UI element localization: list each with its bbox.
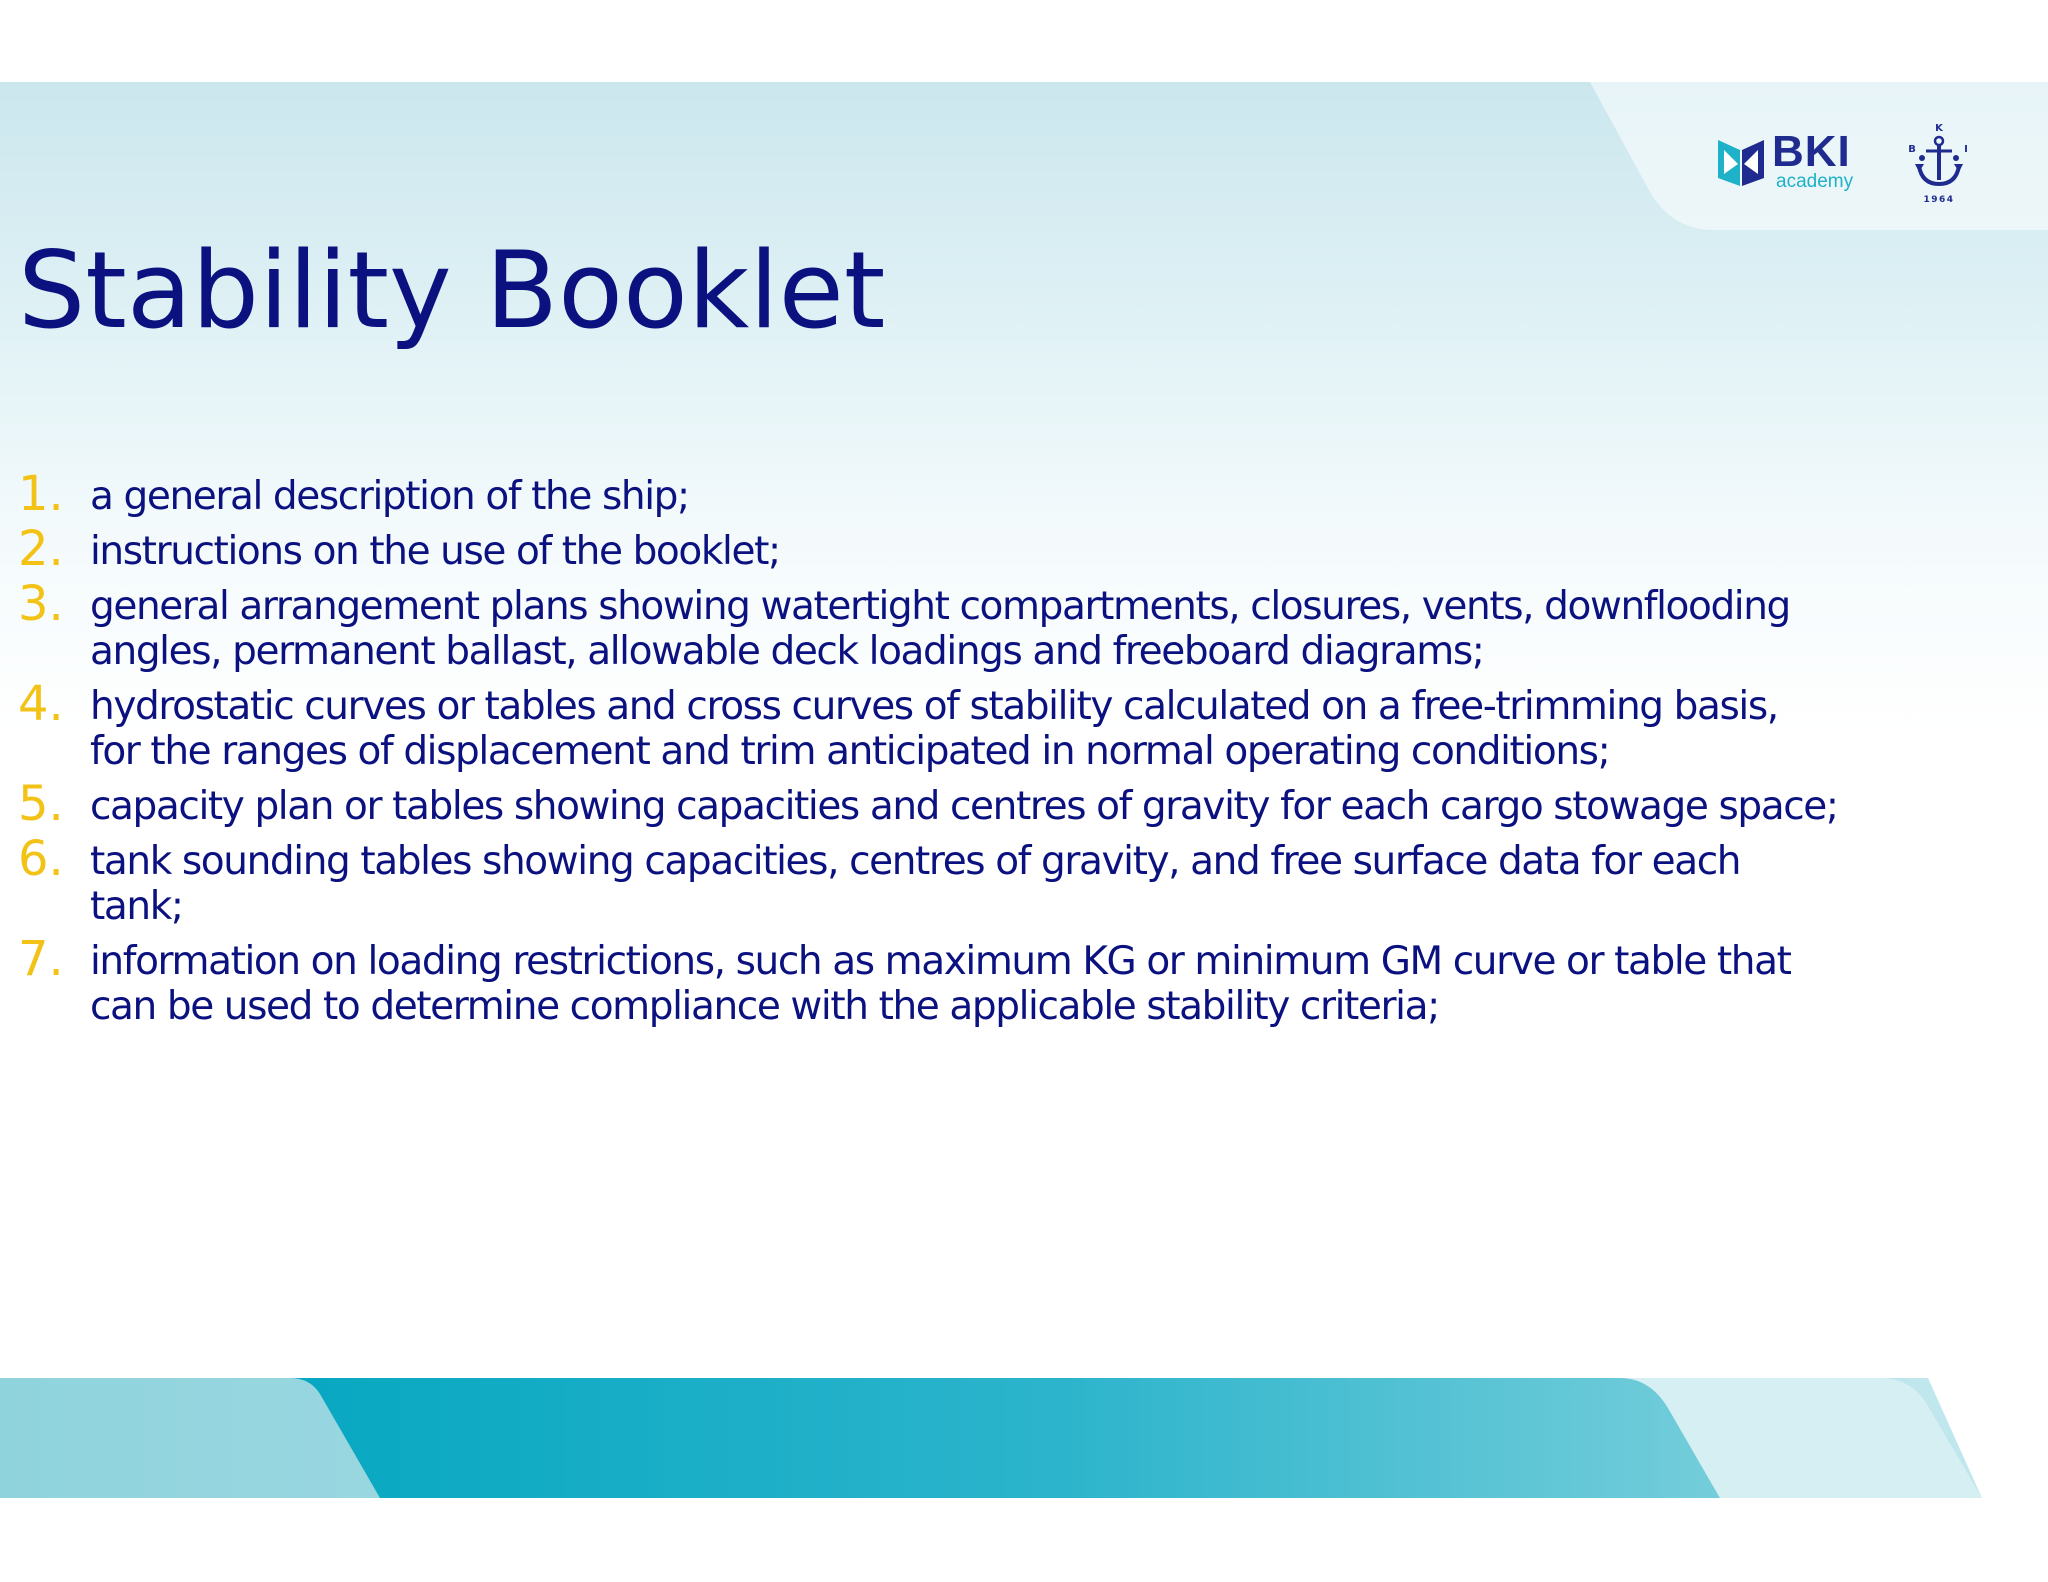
seal-letter-k: K xyxy=(1935,123,1943,134)
list-item-text: tank sounding tables showing capacities, centres of gravity, and free surface data for each tank; xyxy=(90,839,1741,929)
list-item-number: 2. xyxy=(18,521,64,577)
list-item-number: 1. xyxy=(18,466,64,522)
list-item xyxy=(18,466,1838,522)
list-item-number: 6. xyxy=(18,831,64,887)
slide-title: Stability Booklet xyxy=(18,229,886,352)
list-item-number: 3. xyxy=(18,576,64,632)
list-item xyxy=(18,676,1838,774)
list-item-text: information on loading restrictions, such as maximum KG or minimum GM curve or table that can be used to determine compliance with the applicable stability criteria; xyxy=(90,939,1791,1029)
logo-sub-text: academy xyxy=(1776,171,1854,192)
seal-letter-b: B xyxy=(1908,144,1916,155)
list-item-text: a general description of the ship; xyxy=(90,474,689,519)
list-item xyxy=(18,931,1838,1029)
logo-brand-text: BKI xyxy=(1772,127,1851,176)
bki-academy-logo xyxy=(1710,127,1870,200)
list-item-number: 4. xyxy=(18,676,64,732)
seal-letter-i: I xyxy=(1964,144,1968,155)
bottom-decorative-band xyxy=(0,1378,2048,1500)
anchor-seal-icon xyxy=(1902,120,1976,206)
list-item-number: 7. xyxy=(18,931,64,987)
list-item xyxy=(18,576,1838,674)
list-item-text: instructions on the use of the booklet; xyxy=(90,529,780,574)
list-item xyxy=(18,521,1838,577)
requirements-list xyxy=(18,466,1838,1039)
bki-logo-mark-icon xyxy=(1714,134,1768,192)
list-item-text: hydrostatic curves or tables and cross curves of stability calculated on a free-trimming basis, for the ranges of displacement and trim anticipated in normal operating conditions; xyxy=(90,684,1778,774)
list-item xyxy=(18,776,1838,832)
list-item xyxy=(18,831,1838,929)
list-item-text: capacity plan or tables showing capacities and centres of gravity for each cargo stowage space; xyxy=(90,784,1838,829)
list-item-text: general arrangement plans showing watertight compartments, closures, vents, downflooding angles, permanent ballast, allowable deck loadings and freeboard diagrams; xyxy=(90,584,1790,674)
seal-year: 1964 xyxy=(1923,195,1955,205)
list-item-number: 5. xyxy=(18,776,64,832)
logo-area xyxy=(1710,120,1980,210)
